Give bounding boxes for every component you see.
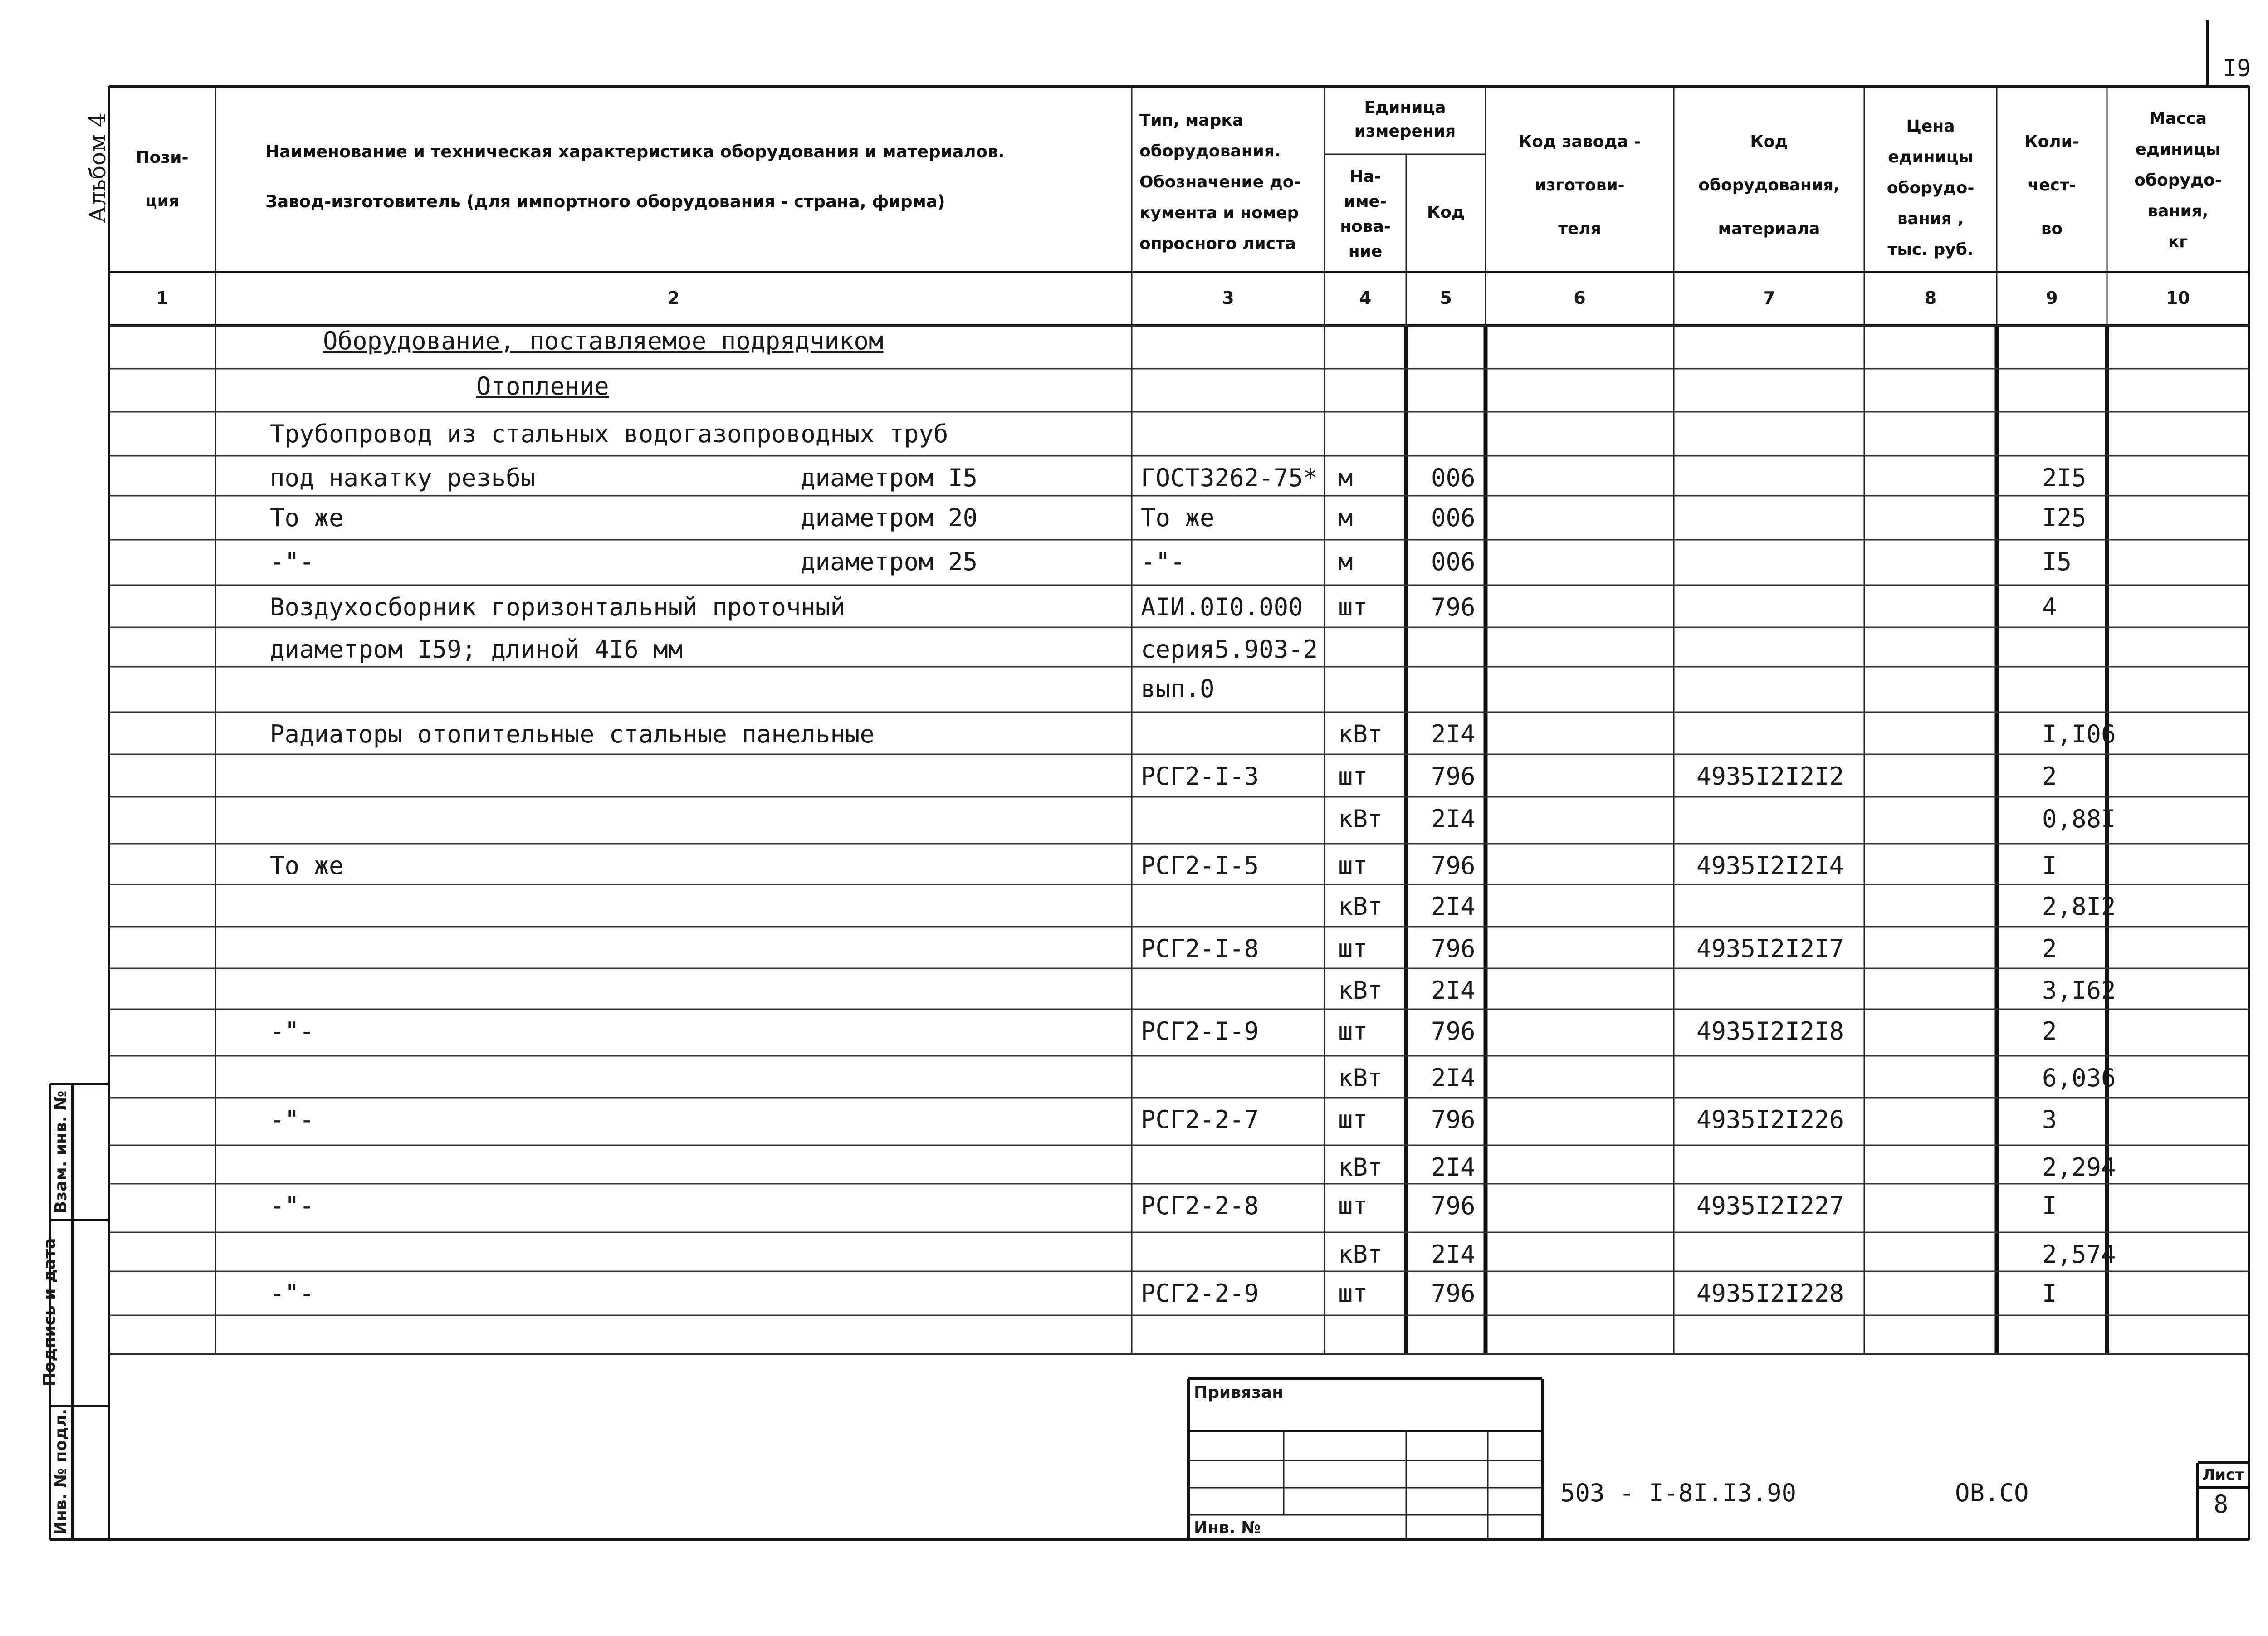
column-number-5: 5: [1440, 288, 1452, 308]
cell-type: РСГ2-I-3: [1141, 762, 1259, 791]
cell-qty: 2,8I2: [2042, 892, 2116, 921]
cell-qty: I: [2042, 1192, 2057, 1220]
cell-unit: шт: [1338, 1017, 1368, 1045]
cell-qty: 2: [2042, 762, 2057, 791]
sheet-corner-number: I9: [2223, 55, 2251, 82]
cell-qty: 2,574: [2042, 1240, 2116, 1269]
column-number-4: 4: [1359, 288, 1372, 308]
sheet-label: Лист: [2202, 1466, 2244, 1484]
cell-name: -"-: [270, 1192, 314, 1220]
cell-qty: 0,88I: [2042, 805, 2116, 833]
cell-qty: 3,I62: [2042, 976, 2116, 1005]
cell-code: 796: [1431, 593, 1476, 621]
column-number-8: 8: [1924, 288, 1937, 308]
header-unit-name: На- име- нова- ние: [1340, 167, 1391, 261]
cell-unit: шт: [1338, 851, 1368, 880]
header-type: Тип, марка оборудования. Обозначение до- кумента и номер опросного листа: [1139, 111, 1301, 253]
cell-type: АIИ.0I0.000: [1141, 593, 1303, 621]
cell-equip: 4935I2I226: [1696, 1105, 1844, 1134]
cell-code: 006: [1431, 503, 1476, 532]
cell-name: Радиаторы отопительные стальные панельные: [270, 720, 875, 748]
cell-type: РСГ2-I-5: [1141, 851, 1259, 880]
cell-name: Воздухосборник горизонтальный проточный: [270, 593, 845, 621]
column-number-3: 3: [1222, 288, 1234, 308]
cell-qty: 2: [2042, 1017, 2057, 1045]
cell-code: 796: [1431, 1192, 1476, 1220]
cell-qty: 2I5: [2042, 464, 2087, 492]
cell-code: 2I4: [1431, 976, 1476, 1005]
cell-equip: 4935I2I2I7: [1696, 934, 1844, 963]
cell-type: серия5.903-2: [1141, 635, 1318, 664]
album-label: Альбом 4: [84, 112, 111, 223]
cell-code: 006: [1431, 547, 1476, 576]
cell-type: РСГ2-2-9: [1141, 1279, 1259, 1308]
cell-unit: кВт: [1338, 976, 1383, 1005]
header-equipment-code: Код оборудования, материала: [1698, 132, 1840, 238]
cell-name: -"-: [270, 1279, 314, 1308]
cell-code: 2I4: [1431, 1240, 1476, 1269]
cell-equip: 4935I2I2I8: [1696, 1017, 1844, 1045]
column-number-6: 6: [1574, 288, 1586, 308]
cell-sub: диаметром I5: [801, 464, 978, 492]
cell-name: -"-: [270, 1105, 314, 1134]
cell-code: 2I4: [1431, 892, 1476, 921]
section-title: Оборудование, поставляемое подрядчиком: [323, 327, 884, 355]
cell-code: 796: [1431, 1105, 1476, 1134]
cell-unit: кВт: [1338, 892, 1383, 921]
cell-equip: 4935I2I227: [1696, 1192, 1844, 1220]
cell-name: То же: [270, 503, 344, 532]
cell-code: 796: [1431, 934, 1476, 963]
sheet-number: 8: [2214, 1490, 2229, 1519]
header-unit: Единица измерения: [1354, 98, 1456, 141]
cell-unit: кВт: [1338, 1064, 1383, 1092]
side-stamp-replace: Взам. инв. №: [52, 1090, 70, 1214]
cell-qty: 6,036: [2042, 1064, 2116, 1092]
cell-name: -"-: [270, 547, 314, 576]
cell-code: 006: [1431, 464, 1476, 492]
cell-code: 2I4: [1431, 1153, 1476, 1182]
document-code: ОВ.СО: [1955, 1479, 2029, 1507]
header-quantity: Коли- чест- во: [2024, 132, 2079, 238]
cell-name: То же: [270, 851, 344, 880]
side-stamp-signature: Подпись и дата: [40, 1238, 59, 1387]
header-position: Пози- ция: [136, 148, 189, 210]
cell-unit: шт: [1338, 934, 1368, 963]
cell-unit: шт: [1338, 1192, 1368, 1220]
cell-qty: I,I06: [2042, 720, 2116, 748]
cell-equip: 4935I2I2I4: [1696, 851, 1844, 880]
cell-type: РСГ2-2-8: [1141, 1192, 1259, 1220]
cell-type: РСГ2-I-9: [1141, 1017, 1259, 1045]
stamp-bound-label: Привязан: [1194, 1383, 1284, 1402]
cell-qty: 3: [2042, 1105, 2057, 1134]
column-number-9: 9: [2046, 288, 2058, 308]
cell-name: -"-: [270, 1017, 314, 1045]
cell-type: То же: [1141, 503, 1215, 532]
cell-code: 796: [1431, 1017, 1476, 1045]
cell-qty: 2: [2042, 934, 2057, 963]
cell-code: 796: [1431, 1279, 1476, 1308]
header-manufacturer-code: Код завода - изготови- теля: [1518, 132, 1641, 238]
cell-unit: м: [1338, 503, 1353, 532]
stamp-inv-label: Инв. №: [1194, 1519, 1261, 1537]
header-price: Цена единицы оборудо- вания , тыс. руб.: [1887, 117, 1975, 259]
cell-qty: 4: [2042, 593, 2057, 621]
cell-code: 796: [1431, 851, 1476, 880]
document-number: 503 - I-8I.I3.90: [1560, 1479, 1797, 1507]
cell-unit: шт: [1338, 1279, 1368, 1308]
cell-unit: шт: [1338, 762, 1368, 791]
cell-unit: шт: [1338, 593, 1368, 621]
column-number-10: 10: [2166, 288, 2190, 308]
cell-unit: м: [1338, 464, 1353, 492]
cell-code: 2I4: [1431, 720, 1476, 748]
cell-qty: I: [2042, 851, 2057, 880]
header-mass: Масса единицы оборудо- вания, кг: [2134, 109, 2222, 251]
header-unit-code: Код: [1427, 203, 1465, 222]
cell-unit: кВт: [1338, 1240, 1383, 1269]
cell-type: РСГ2-I-8: [1141, 934, 1259, 963]
cell-unit: шт: [1338, 1105, 1368, 1134]
cell-equip: 4935I2I228: [1696, 1279, 1844, 1308]
cell-type: ГОСТ3262-75*: [1141, 464, 1318, 492]
cell-unit: кВт: [1338, 720, 1383, 748]
cell-qty: I: [2042, 1279, 2057, 1308]
subsection-title: Отопление: [476, 372, 609, 400]
cell-sub: диаметром 20: [801, 503, 978, 532]
cell-unit: кВт: [1338, 1153, 1383, 1182]
cell-sub: диаметром 25: [801, 547, 978, 576]
cell-code: 2I4: [1431, 1064, 1476, 1092]
cell-equip: 4935I2I2I2: [1696, 762, 1844, 791]
cell-type: -"-: [1141, 547, 1185, 576]
cell-name: диаметром I59; длиной 4I6 мм: [270, 635, 683, 664]
column-number-2: 2: [667, 288, 680, 308]
column-number-7: 7: [1763, 288, 1775, 308]
cell-type: РСГ2-2-7: [1141, 1105, 1259, 1134]
cell-qty: 2,294: [2042, 1153, 2116, 1182]
cell-unit: кВт: [1338, 805, 1383, 833]
cell-name: под накатку резьбы: [270, 464, 536, 492]
side-stamp-inventory: Инв. № подл.: [52, 1408, 70, 1535]
cell-code: 796: [1431, 762, 1476, 791]
cell-code: 2I4: [1431, 805, 1476, 833]
cell-qty: I25: [2042, 503, 2087, 532]
cell-unit: м: [1338, 547, 1353, 576]
cell-type: вып.0: [1141, 674, 1215, 703]
column-number-1: 1: [156, 288, 168, 308]
cell-name: Трубопровод из стальных водогазопроводных труб: [270, 420, 948, 448]
header-name: Наименование и техническая характеристика оборудования и материалов. Завод-изготовитель (для импортного оборудования - страна, фирма): [265, 142, 1005, 211]
cell-qty: I5: [2042, 547, 2072, 576]
